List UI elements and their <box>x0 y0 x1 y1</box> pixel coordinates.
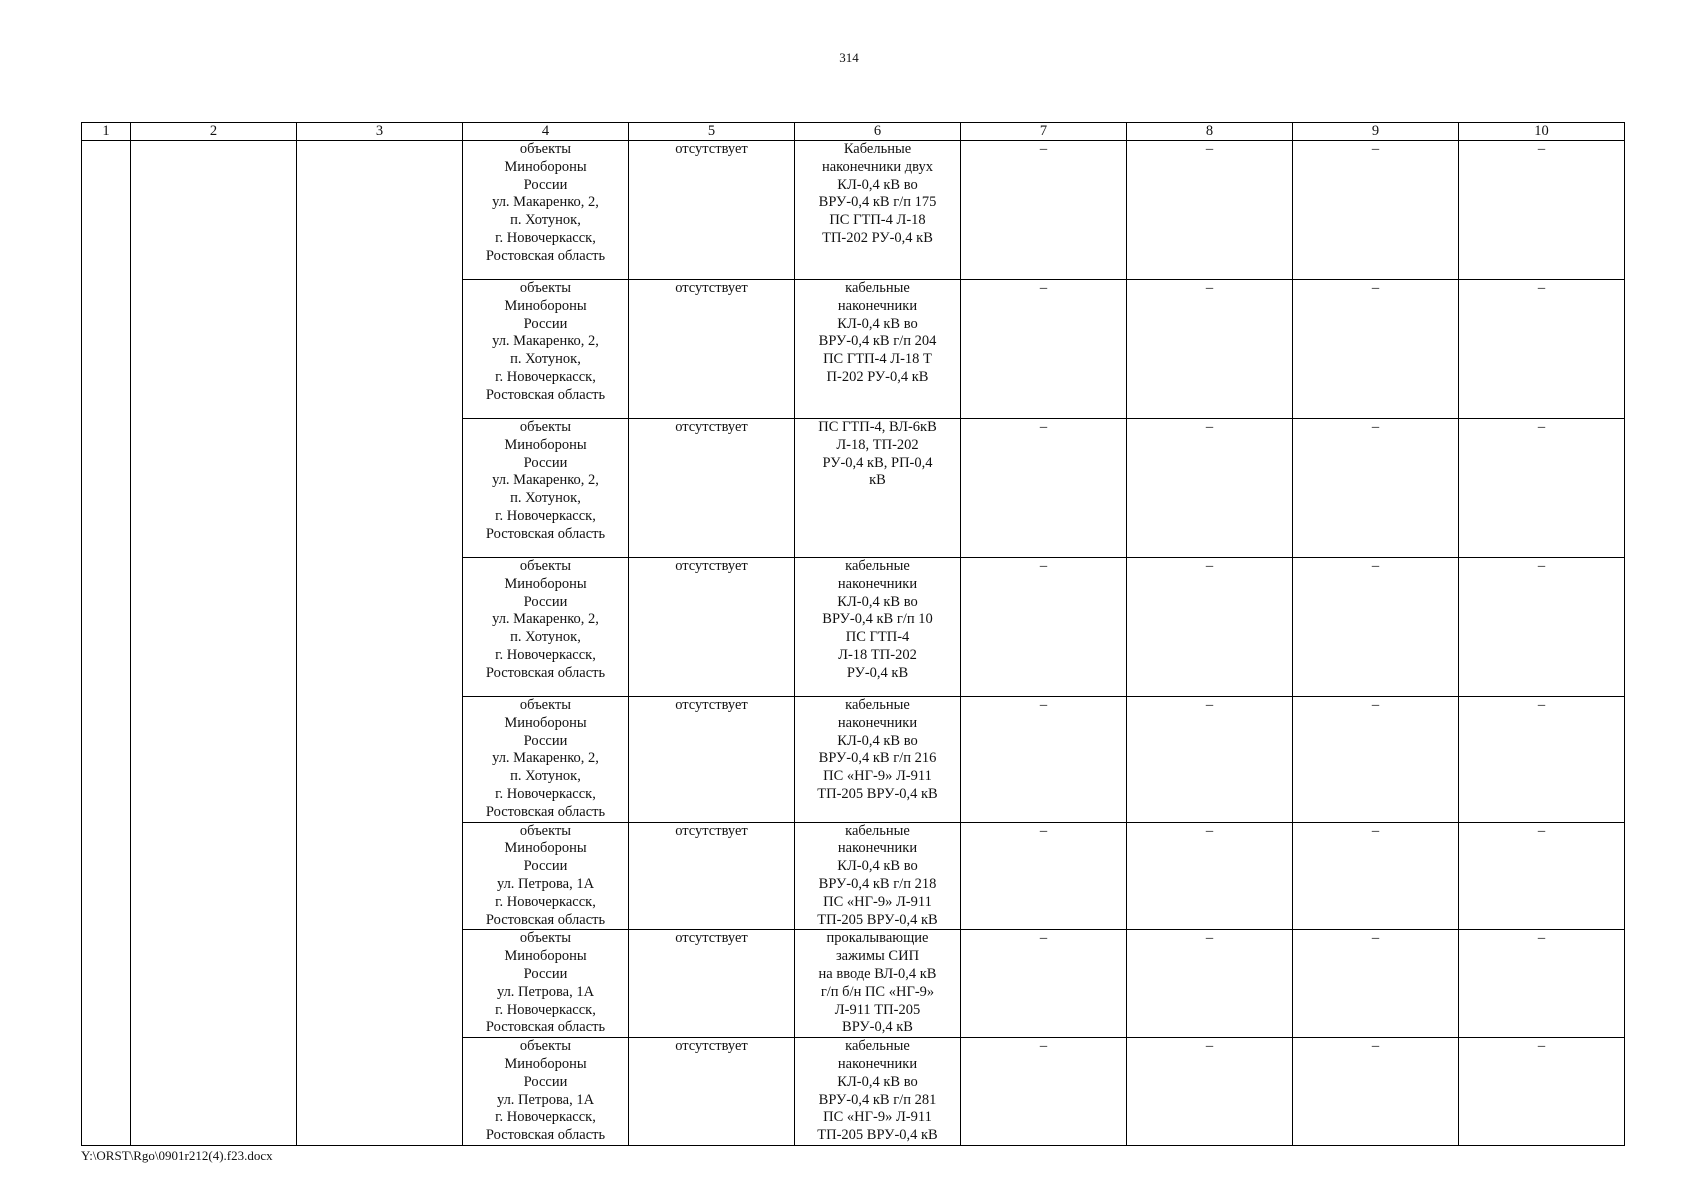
status-cell: отсутствует <box>629 419 795 558</box>
header-cell-8: 8 <box>1127 123 1293 141</box>
status-cell: отсутствует <box>629 930 795 1038</box>
dash-cell: – <box>1127 1038 1293 1146</box>
dash-cell: – <box>961 141 1127 280</box>
header-cell-3: 3 <box>297 123 463 141</box>
dash-cell: – <box>1459 697 1625 823</box>
table-row <box>82 141 1625 280</box>
object-cell: объекты Минобороны России ул. Макаренко, 2, п. Хотунок, г. Новочеркасск, Ростовская область <box>463 558 629 697</box>
equipment-cell: кабельные наконечники КЛ-0,4 кВ во ВРУ-0,4 кВ г/п 218 ПС «НГ-9» Л-911 ТП-205 ВРУ-0,4 кВ <box>795 822 961 930</box>
col1-cell <box>82 141 131 1146</box>
object-cell: объекты Минобороны России ул. Петрова, 1А г. Новочеркасск, Ростовская область <box>463 1038 629 1146</box>
dash-cell: – <box>1127 822 1293 930</box>
header-cell-5: 5 <box>629 123 795 141</box>
col3-cell <box>297 141 463 1146</box>
equipment-cell: ПС ГТП-4, ВЛ-6кВ Л-18, ТП-202 РУ-0,4 кВ, РП-0,4 кВ <box>795 419 961 558</box>
dash-cell: – <box>1127 280 1293 419</box>
dash-cell: – <box>1127 930 1293 1038</box>
header-cell-2: 2 <box>131 123 297 141</box>
dash-cell: – <box>1459 419 1625 558</box>
dash-cell: – <box>1459 280 1625 419</box>
dash-cell: – <box>961 697 1127 823</box>
header-cell-4: 4 <box>463 123 629 141</box>
dash-cell: – <box>1459 930 1625 1038</box>
dash-cell: – <box>961 280 1127 419</box>
dash-cell: – <box>1293 419 1459 558</box>
status-cell: отсутствует <box>629 1038 795 1146</box>
status-cell: отсутствует <box>629 280 795 419</box>
header-cell-1: 1 <box>82 123 131 141</box>
col2-cell <box>131 141 297 1146</box>
dash-cell: – <box>1293 822 1459 930</box>
object-cell: объекты Минобороны России ул. Петрова, 1А г. Новочеркасск, Ростовская область <box>463 930 629 1038</box>
status-cell: отсутствует <box>629 141 795 280</box>
data-table <box>81 122 1625 1146</box>
equipment-cell: кабельные наконечники КЛ-0,4 кВ во ВРУ-0,4 кВ г/п 281 ПС «НГ-9» Л-911 ТП-205 ВРУ-0,4 кВ <box>795 1038 961 1146</box>
object-cell: объекты Минобороны России ул. Макаренко, 2, п. Хотунок, г. Новочеркасск, Ростовская область <box>463 280 629 419</box>
dash-cell: – <box>1127 419 1293 558</box>
header-cell-6: 6 <box>795 123 961 141</box>
dash-cell: – <box>961 419 1127 558</box>
dash-cell: – <box>1293 280 1459 419</box>
dash-cell: – <box>961 822 1127 930</box>
header-cell-9: 9 <box>1293 123 1459 141</box>
dash-cell: – <box>961 558 1127 697</box>
dash-cell: – <box>1459 1038 1625 1146</box>
equipment-cell: Кабельные наконечники двух КЛ-0,4 кВ во ВРУ-0,4 кВ г/п 175 ПС ГТП-4 Л-18 ТП-202 РУ-0,4 кВ <box>795 141 961 280</box>
dash-cell: – <box>1293 930 1459 1038</box>
dash-cell: – <box>1127 558 1293 697</box>
equipment-cell: кабельные наконечники КЛ-0,4 кВ во ВРУ-0,4 кВ г/п 10 ПС ГТП-4 Л-18 ТП-202 РУ-0,4 кВ <box>795 558 961 697</box>
status-cell: отсутствует <box>629 558 795 697</box>
equipment-cell: кабельные наконечники КЛ-0,4 кВ во ВРУ-0,4 кВ г/п 204 ПС ГТП-4 Л-18 Т П-202 РУ-0,4 кВ <box>795 280 961 419</box>
status-cell: отсутствует <box>629 697 795 823</box>
dash-cell: – <box>1459 822 1625 930</box>
equipment-cell: кабельные наконечники КЛ-0,4 кВ во ВРУ-0,4 кВ г/п 216 ПС «НГ-9» Л-911 ТП-205 ВРУ-0,4 кВ <box>795 697 961 823</box>
dash-cell: – <box>1293 558 1459 697</box>
dash-cell: – <box>961 1038 1127 1146</box>
page-number: 314 <box>839 50 859 65</box>
object-cell: объекты Минобороны России ул. Макаренко, 2, п. Хотунок, г. Новочеркасск, Ростовская область <box>463 697 629 823</box>
dash-cell: – <box>1127 697 1293 823</box>
dash-cell: – <box>1293 141 1459 280</box>
object-cell: объекты Минобороны России ул. Петрова, 1А г. Новочеркасск, Ростовская область <box>463 822 629 930</box>
dash-cell: – <box>1459 141 1625 280</box>
dash-cell: – <box>1293 1038 1459 1146</box>
dash-cell: – <box>961 930 1127 1038</box>
footer-file-path: Y:\ORST\Rgo\0901r212(4).f23.docx <box>81 1148 273 1163</box>
equipment-cell: прокалывающие зажимы СИП на вводе ВЛ-0,4 кВ г/п б/н ПС «НГ-9» Л-911 ТП-205 ВРУ-0,4 кВ <box>795 930 961 1038</box>
status-cell: отсутствует <box>629 822 795 930</box>
header-cell-7: 7 <box>961 123 1127 141</box>
object-cell: объекты Минобороны России ул. Макаренко, 2, п. Хотунок, г. Новочеркасск, Ростовская область <box>463 419 629 558</box>
dash-cell: – <box>1459 558 1625 697</box>
dash-cell: – <box>1293 697 1459 823</box>
header-cell-10: 10 <box>1459 123 1625 141</box>
object-cell: объекты Минобороны России ул. Макаренко, 2, п. Хотунок, г. Новочеркасск, Ростовская область <box>463 141 629 280</box>
dash-cell: – <box>1127 141 1293 280</box>
header-row <box>82 123 1625 141</box>
